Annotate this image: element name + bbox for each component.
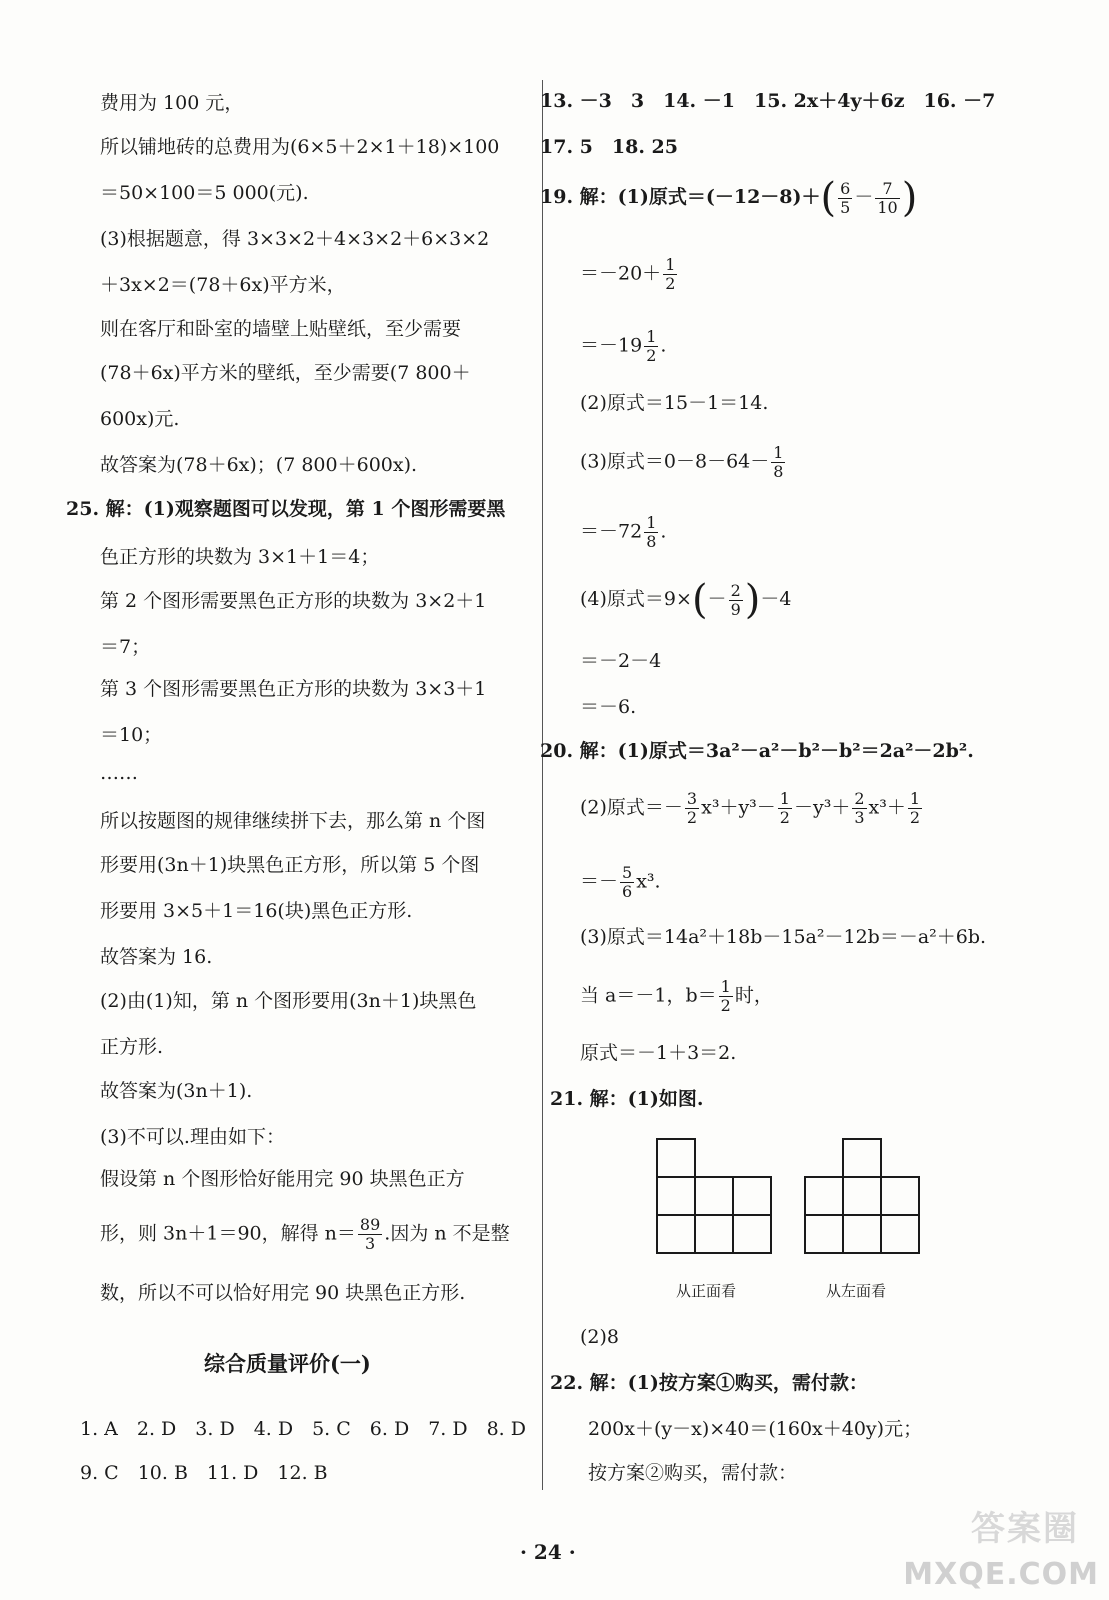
cube-face bbox=[657, 1139, 695, 1177]
question-20-part-1: 20. 解：(1)原式＝3a²－a²－b²－b²＝2a²－2b². bbox=[540, 740, 974, 762]
text-fragment: . bbox=[660, 520, 667, 543]
text-fragment: －4 bbox=[760, 588, 792, 610]
text-line: 形要用(3n＋1)块黑色正方形，所以第 5 个图 bbox=[100, 854, 480, 876]
text-fragment: x³＋ bbox=[868, 796, 906, 819]
math-line: 原式＝－1＋3＝2. bbox=[580, 1042, 737, 1064]
math-line bbox=[580, 256, 679, 293]
text-fragment: x³＋y³－ bbox=[701, 796, 776, 819]
text-fragment: ＝－20＋ bbox=[580, 262, 662, 285]
denominator: 6 bbox=[622, 882, 633, 901]
denominator: 2 bbox=[720, 996, 731, 1015]
math-line: ＝－6. bbox=[580, 696, 637, 718]
page-number: · 24 · bbox=[520, 1540, 576, 1564]
section-title: 综合质量评价(一) bbox=[204, 1351, 371, 1376]
math-line bbox=[580, 978, 773, 1015]
denominator: 2 bbox=[779, 808, 790, 827]
text-line-with-fraction bbox=[100, 1216, 510, 1253]
question-25-heading: 25. 解：(1)观察题图可以发现，第 1 个图形需要黑 bbox=[66, 498, 506, 520]
text-fragment: (4)原式＝9× bbox=[580, 588, 692, 610]
text-line: 第 3 个图形需要黑色正方形的块数为 3×3＋1 bbox=[100, 678, 487, 700]
fraction bbox=[852, 790, 866, 827]
fraction bbox=[644, 328, 658, 365]
text-line: (78＋6x)平方米的壁纸，至少需要(7 800＋ bbox=[100, 362, 471, 384]
cube-face bbox=[843, 1139, 881, 1177]
denominator: 2 bbox=[686, 808, 698, 827]
text-line: ＝50×100＝5 000(元). bbox=[100, 182, 309, 204]
left-paren: ( bbox=[820, 175, 837, 221]
left-paren: ( bbox=[691, 577, 708, 623]
fraction bbox=[644, 514, 658, 551]
numerator: 6 bbox=[840, 178, 851, 198]
text-fragment: . bbox=[660, 334, 667, 357]
fraction bbox=[358, 1216, 382, 1253]
fraction bbox=[778, 790, 792, 827]
math-line: ＝－2－4 bbox=[580, 650, 662, 672]
numerator: 2 bbox=[854, 789, 865, 808]
left-view-caption: 从左面看 bbox=[826, 1282, 887, 1300]
text-line: 所以铺地砖的总费用为(6×5＋2×1＋18)×100 bbox=[100, 136, 500, 158]
numerator: 1 bbox=[909, 789, 921, 808]
cube-face bbox=[843, 1215, 881, 1253]
question-22-heading: 22. 解：(1)按方案①购买，需付款： bbox=[550, 1372, 868, 1394]
math-line: (3)原式＝14a²＋18b－15a²－12b＝－a²＋6b. bbox=[580, 926, 987, 948]
text-fragment: (3)原式＝0－8－64－ bbox=[580, 450, 770, 473]
text-line: 正方形. bbox=[100, 1036, 164, 1058]
text-line: 故答案为 16. bbox=[100, 946, 213, 968]
left-view-figure bbox=[804, 1138, 922, 1254]
math-line bbox=[580, 328, 666, 365]
fraction bbox=[908, 790, 922, 827]
numerator: 1 bbox=[665, 255, 676, 274]
text-fragment: x³. bbox=[636, 870, 661, 893]
text-fragment: ＝－72 bbox=[580, 520, 643, 543]
math-line: (2)原式＝15－1＝14. bbox=[580, 392, 769, 414]
numerator: 5 bbox=[622, 863, 633, 882]
text-fragment: 时， bbox=[734, 984, 773, 1007]
fraction bbox=[771, 444, 785, 481]
numerator: 7 bbox=[875, 180, 899, 199]
denominator: 2 bbox=[665, 274, 676, 293]
answer-row-1: 1. A 2. D 3. D 4. D 5. C 6. D 7. D 8. D bbox=[80, 1418, 526, 1440]
cube-face bbox=[695, 1177, 733, 1215]
text-line: 则在客厅和卧室的墙壁上贴壁纸，至少需要 bbox=[100, 318, 462, 340]
fraction bbox=[838, 180, 852, 217]
text-line: 形要用 3×5＋1＝16(块)黑色正方形. bbox=[100, 900, 413, 922]
fraction bbox=[685, 790, 699, 827]
text-line: ＝7； bbox=[100, 636, 151, 658]
fraction bbox=[620, 864, 634, 901]
math-line: 200x＋(y－x)×40＝(160x＋40y)元； bbox=[588, 1418, 923, 1440]
cube-face bbox=[733, 1177, 771, 1215]
text-fragment: 当 a＝－1，b＝ bbox=[580, 984, 717, 1007]
math-line: (2)8 bbox=[580, 1326, 620, 1348]
text-line: 故答案为(3n＋1). bbox=[100, 1080, 253, 1102]
numerator: 1 bbox=[779, 789, 790, 808]
text-fragment: .因为 n 不是整 bbox=[384, 1222, 510, 1245]
answer-row-4: 17. 5 18. 25 bbox=[540, 136, 679, 158]
right-paren: ) bbox=[901, 175, 918, 221]
text-line: 故答案为(78＋6x)；(7 800＋600x). bbox=[100, 454, 418, 476]
denominator: 9 bbox=[730, 599, 741, 619]
text-fragment: ＝－ bbox=[580, 870, 619, 893]
denominator: 3 bbox=[854, 808, 865, 827]
column-divider bbox=[542, 80, 543, 1490]
fraction bbox=[663, 256, 677, 293]
fraction bbox=[729, 582, 743, 619]
answer-row-3: 13. －3 3 14. －1 15. 2x＋4y＋6z 16. －7 bbox=[540, 90, 996, 112]
watermark-url: MXQE.COM bbox=[903, 1557, 1099, 1592]
text-fragment: 19. 解：(1)原式＝(－12－8)＋ bbox=[540, 186, 821, 208]
math-line bbox=[580, 864, 661, 901]
denominator: 5 bbox=[840, 197, 851, 217]
text-line: ＝10； bbox=[100, 724, 163, 746]
numerator: 89 bbox=[359, 1215, 381, 1234]
text-line: (3)不可以.理由如下： bbox=[100, 1126, 285, 1148]
numerator: 3 bbox=[686, 789, 698, 808]
math-line bbox=[580, 444, 787, 481]
numerator: 2 bbox=[730, 580, 741, 600]
ellipsis-line: …… bbox=[100, 762, 138, 784]
text-line: ＋3x×2＝(78＋6x)平方米， bbox=[100, 274, 346, 296]
cube-face bbox=[805, 1215, 843, 1253]
right-paren: ) bbox=[744, 577, 761, 623]
text-fragment: － bbox=[854, 186, 874, 208]
text-line: 假设第 n 个图形恰好能用完 90 块黑色正方 bbox=[100, 1168, 465, 1190]
fraction bbox=[875, 180, 899, 217]
text-fragment: (2)原式＝－ bbox=[580, 796, 683, 819]
text-line: 第 2 个图形需要黑色正方形的块数为 3×2＋1 bbox=[100, 590, 487, 612]
question-19-part-1 bbox=[540, 175, 918, 221]
denominator: 8 bbox=[773, 462, 784, 481]
fraction bbox=[719, 978, 733, 1015]
cube-face bbox=[657, 1215, 695, 1253]
cube-face bbox=[805, 1177, 843, 1215]
text-fragment: 形，则 3n＋1＝90，解得 n＝ bbox=[100, 1222, 356, 1245]
front-view-caption: 从正面看 bbox=[676, 1282, 737, 1300]
text-line: 色正方形的块数为 3×1＋1＝4； bbox=[100, 546, 380, 568]
text-line: 费用为 100 元， bbox=[100, 92, 244, 114]
text-fragment: ＝－19 bbox=[580, 334, 643, 357]
denominator: 3 bbox=[365, 1234, 376, 1253]
front-view-figure bbox=[656, 1138, 774, 1254]
answer-row-2: 9. C 10. B 11. D 12. B bbox=[80, 1462, 328, 1484]
denominator: 2 bbox=[909, 808, 921, 827]
question-21-heading: 21. 解：(1)如图. bbox=[550, 1088, 704, 1110]
denominator: 10 bbox=[877, 197, 898, 217]
text-line: 600x)元. bbox=[100, 408, 180, 430]
cube-face bbox=[657, 1177, 695, 1215]
cube-face bbox=[881, 1177, 919, 1215]
math-line: 按方案②购买，需付款： bbox=[588, 1462, 798, 1484]
denominator: 8 bbox=[646, 532, 657, 551]
text-line: (3)根据题意，得 3×3×2＋4×3×2＋6×3×2 bbox=[100, 228, 490, 250]
cube-face bbox=[843, 1177, 881, 1215]
text-line: 数，所以不可以恰好用完 90 块黑色正方形. bbox=[100, 1282, 466, 1304]
math-line bbox=[580, 790, 924, 827]
numerator: 1 bbox=[773, 443, 784, 462]
watermark-logo-text: 答案圈 bbox=[971, 1509, 1079, 1549]
text-line: (2)由(1)知，第 n 个图形要用(3n＋1)块黑色 bbox=[100, 990, 477, 1012]
cube-face bbox=[695, 1215, 733, 1253]
cube-face bbox=[733, 1215, 771, 1253]
numerator: 1 bbox=[720, 977, 731, 996]
numerator: 1 bbox=[646, 513, 657, 532]
numerator: 1 bbox=[646, 327, 657, 346]
text-line: 所以按题图的规律继续拼下去，那么第 n 个图 bbox=[100, 810, 486, 832]
math-line bbox=[580, 514, 666, 551]
cube-face bbox=[881, 1215, 919, 1253]
text-fragment: －y³＋ bbox=[793, 796, 851, 819]
denominator: 2 bbox=[646, 346, 657, 365]
math-line: (4)原式＝9×(－ $\frac{2}{9}$ )－4 bbox=[580, 577, 792, 623]
